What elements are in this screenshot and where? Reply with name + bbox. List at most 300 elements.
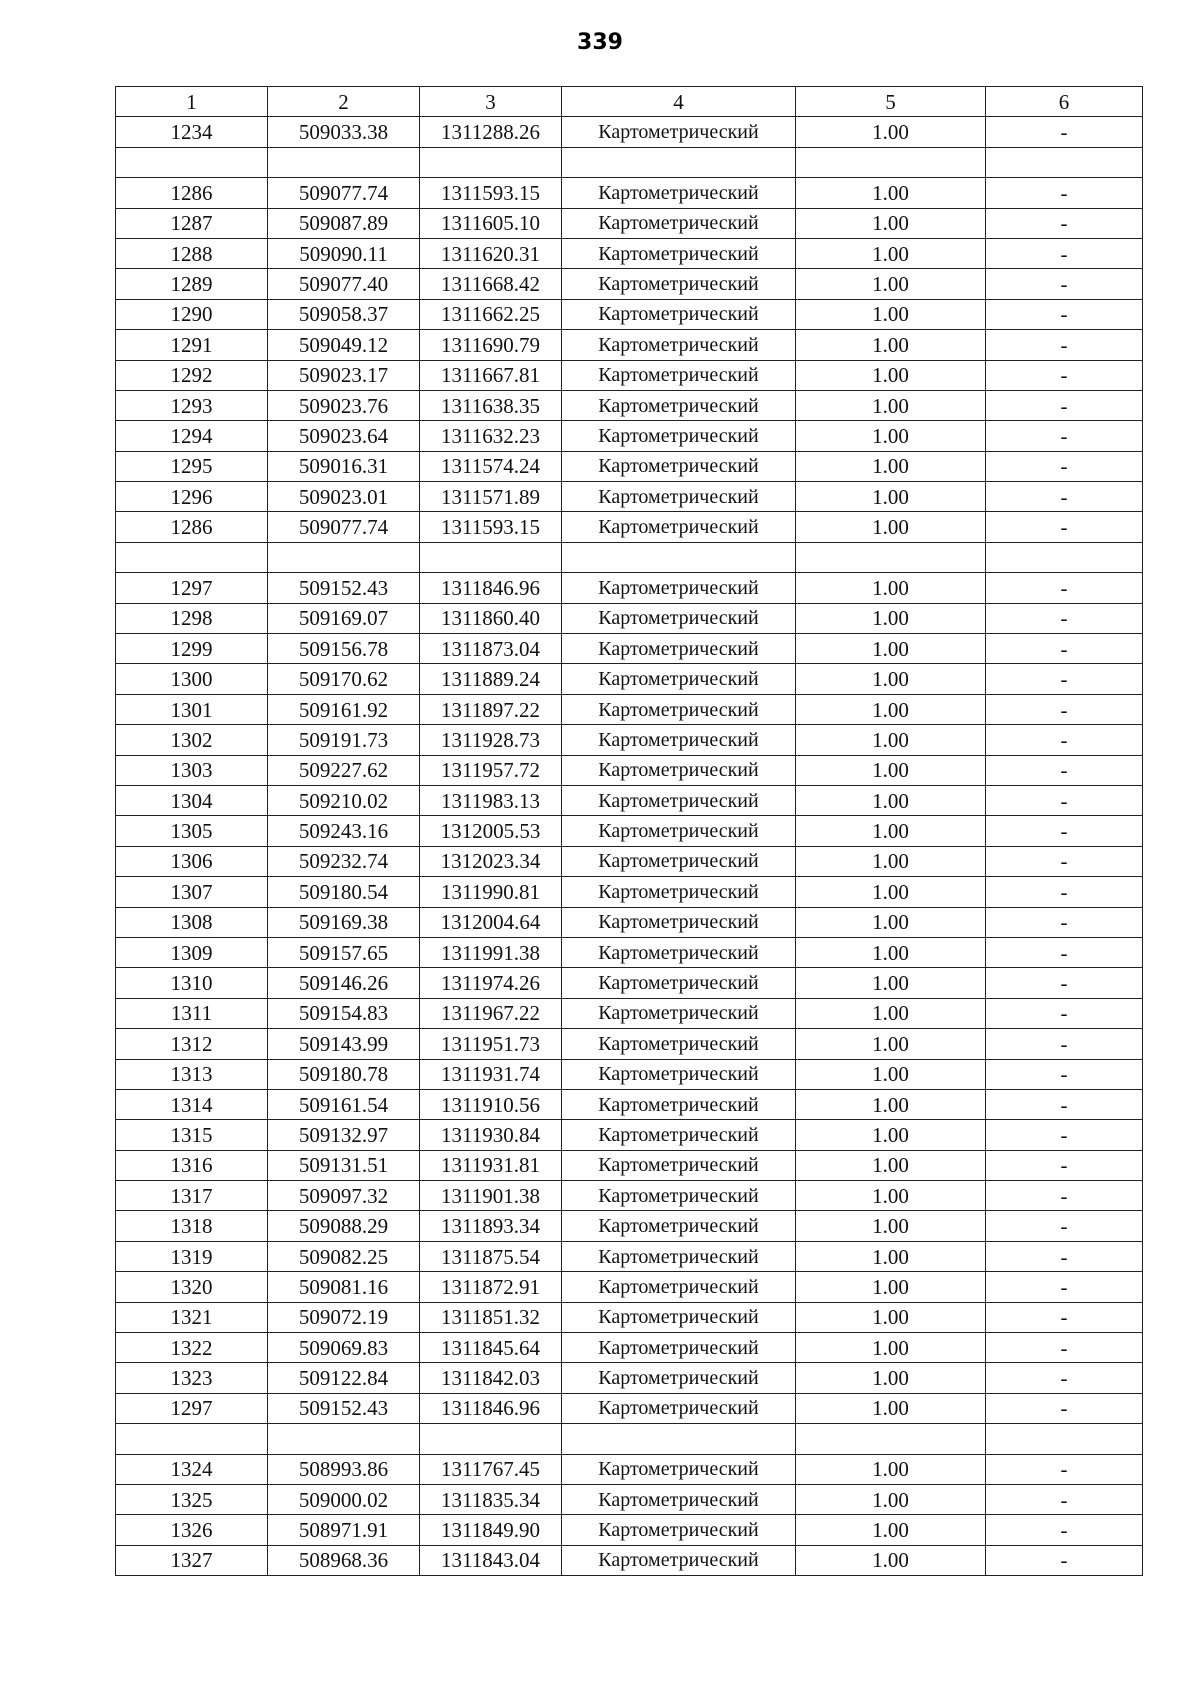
cell-col-2 — [268, 147, 420, 177]
cell-col-3: 1311690.79 — [420, 330, 562, 360]
cell-col-2: 509016.31 — [268, 451, 420, 481]
cell-col-1: 1327 — [116, 1545, 268, 1575]
cell-col-2: 509154.83 — [268, 998, 420, 1028]
cell-col-4: Картометрический — [562, 877, 796, 907]
cell-col-4: Картометрический — [562, 1059, 796, 1089]
cell-col-5: 1.00 — [796, 330, 986, 360]
cell-col-4: Картометрический — [562, 208, 796, 238]
cell-col-6: - — [986, 360, 1143, 390]
cell-col-6: - — [986, 1120, 1143, 1150]
cell-col-4: Картометрический — [562, 573, 796, 603]
cell-col-1: 1297 — [116, 1393, 268, 1423]
table-row — [116, 1363, 1143, 1393]
cell-col-5: 1.00 — [796, 421, 986, 451]
cell-col-3: 1311662.25 — [420, 299, 562, 329]
cell-col-3: 1312004.64 — [420, 907, 562, 937]
cell-col-5: 1.00 — [796, 907, 986, 937]
cell-col-2: 509131.51 — [268, 1150, 420, 1180]
cell-col-1: 1292 — [116, 360, 268, 390]
cell-col-1: 1286 — [116, 512, 268, 542]
cell-col-5: 1.00 — [796, 1181, 986, 1211]
cell-col-3: 1311910.56 — [420, 1089, 562, 1119]
table-row — [116, 1120, 1143, 1150]
cell-col-6: - — [986, 1059, 1143, 1089]
cell-col-2: 509033.38 — [268, 117, 420, 147]
cell-col-3: 1311632.23 — [420, 421, 562, 451]
column-header-4: 4 — [562, 87, 796, 117]
cell-col-1: 1290 — [116, 299, 268, 329]
cell-col-1: 1305 — [116, 816, 268, 846]
cell-col-3: 1311983.13 — [420, 785, 562, 815]
cell-col-4: Картометрический — [562, 178, 796, 208]
cell-col-6: - — [986, 846, 1143, 876]
cell-col-6: - — [986, 421, 1143, 451]
cell-col-3: 1311860.40 — [420, 603, 562, 633]
cell-col-2: 509161.92 — [268, 694, 420, 724]
separator-row — [116, 542, 1143, 572]
cell-col-1: 1307 — [116, 877, 268, 907]
cell-col-2: 508971.91 — [268, 1515, 420, 1545]
cell-col-3: 1311991.38 — [420, 937, 562, 967]
cell-col-5: 1.00 — [796, 451, 986, 481]
cell-col-6: - — [986, 907, 1143, 937]
cell-col-4: Картометрический — [562, 421, 796, 451]
cell-col-1: 1291 — [116, 330, 268, 360]
cell-col-5: 1.00 — [796, 1484, 986, 1514]
cell-col-4: Картометрический — [562, 937, 796, 967]
cell-col-5: 1.00 — [796, 1089, 986, 1119]
cell-col-5: 1.00 — [796, 512, 986, 542]
cell-col-2: 509088.29 — [268, 1211, 420, 1241]
cell-col-5: 1.00 — [796, 390, 986, 420]
cell-col-1: 1302 — [116, 725, 268, 755]
cell-col-3: 1311930.84 — [420, 1120, 562, 1150]
cell-col-3: 1311872.91 — [420, 1272, 562, 1302]
cell-col-2: 509081.16 — [268, 1272, 420, 1302]
cell-col-3: 1312005.53 — [420, 816, 562, 846]
cell-col-2: 509132.97 — [268, 1120, 420, 1150]
cell-col-5: 1.00 — [796, 1211, 986, 1241]
cell-col-2: 509157.65 — [268, 937, 420, 967]
cell-col-6: - — [986, 117, 1143, 147]
cell-col-4: Картометрический — [562, 1302, 796, 1332]
cell-col-1: 1318 — [116, 1211, 268, 1241]
cell-col-3: 1311990.81 — [420, 877, 562, 907]
table-row — [116, 1302, 1143, 1332]
cell-col-1: 1325 — [116, 1484, 268, 1514]
cell-col-5: 1.00 — [796, 1545, 986, 1575]
cell-col-1: 1298 — [116, 603, 268, 633]
cell-col-5: 1.00 — [796, 1515, 986, 1545]
cell-col-5: 1.00 — [796, 937, 986, 967]
cell-col-4: Картометрический — [562, 269, 796, 299]
cell-col-5: 1.00 — [796, 846, 986, 876]
cell-col-5: 1.00 — [796, 238, 986, 268]
cell-col-1: 1303 — [116, 755, 268, 785]
cell-col-4 — [562, 147, 796, 177]
table-row — [116, 512, 1143, 542]
cell-col-3: 1311875.54 — [420, 1241, 562, 1271]
cell-col-2: 509156.78 — [268, 634, 420, 664]
cell-col-2: 509227.62 — [268, 755, 420, 785]
cell-col-6: - — [986, 1545, 1143, 1575]
cell-col-6: - — [986, 664, 1143, 694]
column-header-2: 2 — [268, 87, 420, 117]
table-row — [116, 1272, 1143, 1302]
table-row — [116, 694, 1143, 724]
table-row — [116, 1211, 1143, 1241]
cell-col-4: Картометрический — [562, 1363, 796, 1393]
table-row — [116, 1333, 1143, 1363]
cell-col-3: 1311605.10 — [420, 208, 562, 238]
cell-col-2: 509072.19 — [268, 1302, 420, 1332]
cell-col-3: 1311897.22 — [420, 694, 562, 724]
cell-col-4: Картометрический — [562, 238, 796, 268]
cell-col-5 — [796, 1424, 986, 1454]
cell-col-4: Картометрический — [562, 1150, 796, 1180]
cell-col-3: 1311842.03 — [420, 1363, 562, 1393]
cell-col-3: 1311901.38 — [420, 1181, 562, 1211]
cell-col-6: - — [986, 330, 1143, 360]
cell-col-6: - — [986, 178, 1143, 208]
cell-col-6: - — [986, 877, 1143, 907]
cell-col-5 — [796, 542, 986, 572]
cell-col-3: 1311638.35 — [420, 390, 562, 420]
cell-col-2: 509232.74 — [268, 846, 420, 876]
cell-col-4: Картометрический — [562, 1515, 796, 1545]
cell-col-4: Картометрический — [562, 512, 796, 542]
cell-col-5: 1.00 — [796, 1029, 986, 1059]
cell-col-6: - — [986, 1333, 1143, 1363]
cell-col-3: 1311931.74 — [420, 1059, 562, 1089]
cell-col-2 — [268, 542, 420, 572]
cell-col-5: 1.00 — [796, 725, 986, 755]
cell-col-4: Картометрический — [562, 755, 796, 785]
cell-col-5: 1.00 — [796, 755, 986, 785]
cell-col-1: 1309 — [116, 937, 268, 967]
cell-col-5: 1.00 — [796, 1272, 986, 1302]
cell-col-1 — [116, 542, 268, 572]
cell-col-2: 509180.54 — [268, 877, 420, 907]
cell-col-5: 1.00 — [796, 1454, 986, 1484]
table-row — [116, 1454, 1143, 1484]
cell-col-6: - — [986, 634, 1143, 664]
cell-col-3: 1311845.64 — [420, 1333, 562, 1363]
cell-col-5 — [796, 147, 986, 177]
cell-col-6: - — [986, 816, 1143, 846]
cell-col-1: 1304 — [116, 785, 268, 815]
cell-col-5: 1.00 — [796, 603, 986, 633]
cell-col-3: 1311851.32 — [420, 1302, 562, 1332]
cell-col-2: 509058.37 — [268, 299, 420, 329]
cell-col-1: 1286 — [116, 178, 268, 208]
cell-col-5: 1.00 — [796, 482, 986, 512]
cell-col-5: 1.00 — [796, 1150, 986, 1180]
cell-col-2: 509170.62 — [268, 664, 420, 694]
table-row — [116, 1393, 1143, 1423]
table-row — [116, 816, 1143, 846]
cell-col-4: Картометрический — [562, 816, 796, 846]
cell-col-3: 1311873.04 — [420, 634, 562, 664]
cell-col-1: 1321 — [116, 1302, 268, 1332]
table-row — [116, 907, 1143, 937]
cell-col-5: 1.00 — [796, 634, 986, 664]
separator-row — [116, 1424, 1143, 1454]
cell-col-1: 1293 — [116, 390, 268, 420]
separator-row — [116, 147, 1143, 177]
cell-col-5: 1.00 — [796, 1302, 986, 1332]
table-row — [116, 1059, 1143, 1089]
cell-col-2: 509143.99 — [268, 1029, 420, 1059]
table-row — [116, 330, 1143, 360]
cell-col-4: Картометрический — [562, 360, 796, 390]
cell-col-1: 1308 — [116, 907, 268, 937]
cell-col-3: 1311889.24 — [420, 664, 562, 694]
cell-col-5: 1.00 — [796, 785, 986, 815]
table-row — [116, 269, 1143, 299]
column-header-6: 6 — [986, 87, 1143, 117]
cell-col-4: Картометрический — [562, 1211, 796, 1241]
cell-col-2: 509169.07 — [268, 603, 420, 633]
cell-col-2: 509152.43 — [268, 1393, 420, 1423]
table-row — [116, 1089, 1143, 1119]
cell-col-5: 1.00 — [796, 1363, 986, 1393]
table-row — [116, 1515, 1143, 1545]
cell-col-1: 1294 — [116, 421, 268, 451]
cell-col-5: 1.00 — [796, 664, 986, 694]
table-row — [116, 178, 1143, 208]
table-row — [116, 1241, 1143, 1271]
table-row — [116, 1484, 1143, 1514]
cell-col-4: Картометрический — [562, 968, 796, 998]
table-row — [116, 634, 1143, 664]
cell-col-4 — [562, 542, 796, 572]
table-row — [116, 208, 1143, 238]
table-row — [116, 482, 1143, 512]
cell-col-5: 1.00 — [796, 178, 986, 208]
cell-col-6: - — [986, 694, 1143, 724]
table-row — [116, 755, 1143, 785]
cell-col-5: 1.00 — [796, 117, 986, 147]
cell-col-5: 1.00 — [796, 360, 986, 390]
column-header-3: 3 — [420, 87, 562, 117]
cell-col-2: 509069.83 — [268, 1333, 420, 1363]
cell-col-3: 1311574.24 — [420, 451, 562, 481]
table-body — [116, 117, 1143, 1576]
cell-col-3: 1311843.04 — [420, 1545, 562, 1575]
cell-col-1: 1301 — [116, 694, 268, 724]
cell-col-5: 1.00 — [796, 573, 986, 603]
cell-col-4: Картометрический — [562, 1333, 796, 1363]
cell-col-1: 1297 — [116, 573, 268, 603]
cell-col-6: - — [986, 1272, 1143, 1302]
cell-col-4: Картометрический — [562, 694, 796, 724]
cell-col-1: 1299 — [116, 634, 268, 664]
cell-col-2: 509077.74 — [268, 178, 420, 208]
cell-col-2: 509122.84 — [268, 1363, 420, 1393]
cell-col-5: 1.00 — [796, 269, 986, 299]
header-row — [116, 87, 1143, 117]
cell-col-5: 1.00 — [796, 877, 986, 907]
table-row — [116, 421, 1143, 451]
table-row — [116, 1029, 1143, 1059]
table-row — [116, 117, 1143, 147]
cell-col-2: 509049.12 — [268, 330, 420, 360]
cell-col-1: 1322 — [116, 1333, 268, 1363]
cell-col-4: Картометрический — [562, 725, 796, 755]
cell-col-6: - — [986, 451, 1143, 481]
cell-col-1: 1306 — [116, 846, 268, 876]
cell-col-3: 1311620.31 — [420, 238, 562, 268]
cell-col-6: - — [986, 238, 1143, 268]
cell-col-1 — [116, 1424, 268, 1454]
table-row — [116, 846, 1143, 876]
cell-col-4: Картометрический — [562, 299, 796, 329]
column-header-5: 5 — [796, 87, 986, 117]
table-row — [116, 1150, 1143, 1180]
table-row — [116, 877, 1143, 907]
cell-col-5: 1.00 — [796, 1333, 986, 1363]
table-row — [116, 785, 1143, 815]
cell-col-5: 1.00 — [796, 1393, 986, 1423]
cell-col-4: Картометрический — [562, 1484, 796, 1514]
cell-col-4: Картометрический — [562, 664, 796, 694]
cell-col-1: 1319 — [116, 1241, 268, 1271]
cell-col-4: Картометрический — [562, 1089, 796, 1119]
cell-col-6: - — [986, 1515, 1143, 1545]
cell-col-4: Картометрический — [562, 1029, 796, 1059]
cell-col-1: 1320 — [116, 1272, 268, 1302]
table-row — [116, 968, 1143, 998]
cell-col-6: - — [986, 603, 1143, 633]
cell-col-5: 1.00 — [796, 968, 986, 998]
cell-col-6: - — [986, 390, 1143, 420]
cell-col-6: - — [986, 785, 1143, 815]
cell-col-6: - — [986, 937, 1143, 967]
cell-col-2: 509210.02 — [268, 785, 420, 815]
cell-col-1: 1315 — [116, 1120, 268, 1150]
cell-col-3: 1311893.34 — [420, 1211, 562, 1241]
cell-col-6: - — [986, 755, 1143, 785]
cell-col-1: 1310 — [116, 968, 268, 998]
table-row — [116, 573, 1143, 603]
cell-col-1: 1312 — [116, 1029, 268, 1059]
cell-col-1: 1234 — [116, 117, 268, 147]
cell-col-1: 1288 — [116, 238, 268, 268]
cell-col-3: 1311951.73 — [420, 1029, 562, 1059]
cell-col-2: 509077.40 — [268, 269, 420, 299]
cell-col-6: - — [986, 998, 1143, 1028]
cell-col-1: 1314 — [116, 1089, 268, 1119]
cell-col-3: 1311931.81 — [420, 1150, 562, 1180]
cell-col-1 — [116, 147, 268, 177]
cell-col-2: 508968.36 — [268, 1545, 420, 1575]
cell-col-4: Картометрический — [562, 907, 796, 937]
cell-col-4: Картометрический — [562, 117, 796, 147]
cell-col-4: Картометрический — [562, 1454, 796, 1484]
cell-col-5: 1.00 — [796, 1059, 986, 1089]
cell-col-3: 1312023.34 — [420, 846, 562, 876]
cell-col-2: 509097.32 — [268, 1181, 420, 1211]
table-row — [116, 1181, 1143, 1211]
cell-col-4: Картометрический — [562, 846, 796, 876]
cell-col-2: 509087.89 — [268, 208, 420, 238]
cell-col-6: - — [986, 1393, 1143, 1423]
cell-col-2: 509023.76 — [268, 390, 420, 420]
cell-col-6: - — [986, 269, 1143, 299]
cell-col-6: - — [986, 1302, 1143, 1332]
cell-col-5: 1.00 — [796, 299, 986, 329]
cell-col-2: 509090.11 — [268, 238, 420, 268]
cell-col-6: - — [986, 1454, 1143, 1484]
cell-col-3: 1311667.81 — [420, 360, 562, 390]
cell-col-5: 1.00 — [796, 694, 986, 724]
cell-col-3: 1311668.42 — [420, 269, 562, 299]
cell-col-2: 509146.26 — [268, 968, 420, 998]
cell-col-3: 1311849.90 — [420, 1515, 562, 1545]
cell-col-5: 1.00 — [796, 1120, 986, 1150]
cell-col-6: - — [986, 1181, 1143, 1211]
cell-col-3: 1311846.96 — [420, 573, 562, 603]
cell-col-6: - — [986, 968, 1143, 998]
cell-col-2: 508993.86 — [268, 1454, 420, 1484]
cell-col-2: 509000.02 — [268, 1484, 420, 1514]
cell-col-4: Картометрический — [562, 482, 796, 512]
cell-col-4: Картометрический — [562, 1241, 796, 1271]
cell-col-6: - — [986, 1241, 1143, 1271]
cell-col-3: 1311767.45 — [420, 1454, 562, 1484]
cell-col-3: 1311974.26 — [420, 968, 562, 998]
cell-col-5: 1.00 — [796, 1241, 986, 1271]
table-header — [116, 87, 1143, 117]
cell-col-1: 1289 — [116, 269, 268, 299]
table-row — [116, 1545, 1143, 1575]
cell-col-1: 1295 — [116, 451, 268, 481]
table-row — [116, 360, 1143, 390]
cell-col-6: - — [986, 1150, 1143, 1180]
cell-col-1: 1317 — [116, 1181, 268, 1211]
table-row — [116, 937, 1143, 967]
cell-col-5: 1.00 — [796, 208, 986, 238]
cell-col-4: Картометрический — [562, 1393, 796, 1423]
cell-col-3: 1311835.34 — [420, 1484, 562, 1514]
cell-col-2: 509077.74 — [268, 512, 420, 542]
cell-col-1: 1323 — [116, 1363, 268, 1393]
cell-col-1: 1287 — [116, 208, 268, 238]
cell-col-2: 509191.73 — [268, 725, 420, 755]
table-row — [116, 299, 1143, 329]
cell-col-3 — [420, 147, 562, 177]
table-row — [116, 664, 1143, 694]
cell-col-4: Картометрический — [562, 390, 796, 420]
cell-col-4: Картометрический — [562, 451, 796, 481]
cell-col-6: - — [986, 1029, 1143, 1059]
table-row — [116, 390, 1143, 420]
table-row — [116, 998, 1143, 1028]
cell-col-2 — [268, 1424, 420, 1454]
page-number: 339 — [577, 30, 623, 55]
cell-col-3 — [420, 542, 562, 572]
cell-col-6: - — [986, 1484, 1143, 1514]
cell-col-3: 1311593.15 — [420, 178, 562, 208]
table-row — [116, 725, 1143, 755]
cell-col-6: - — [986, 1089, 1143, 1119]
cell-col-3: 1311928.73 — [420, 725, 562, 755]
cell-col-2: 509023.01 — [268, 482, 420, 512]
cell-col-2: 509023.64 — [268, 421, 420, 451]
cell-col-2: 509180.78 — [268, 1059, 420, 1089]
column-header-1: 1 — [116, 87, 268, 117]
